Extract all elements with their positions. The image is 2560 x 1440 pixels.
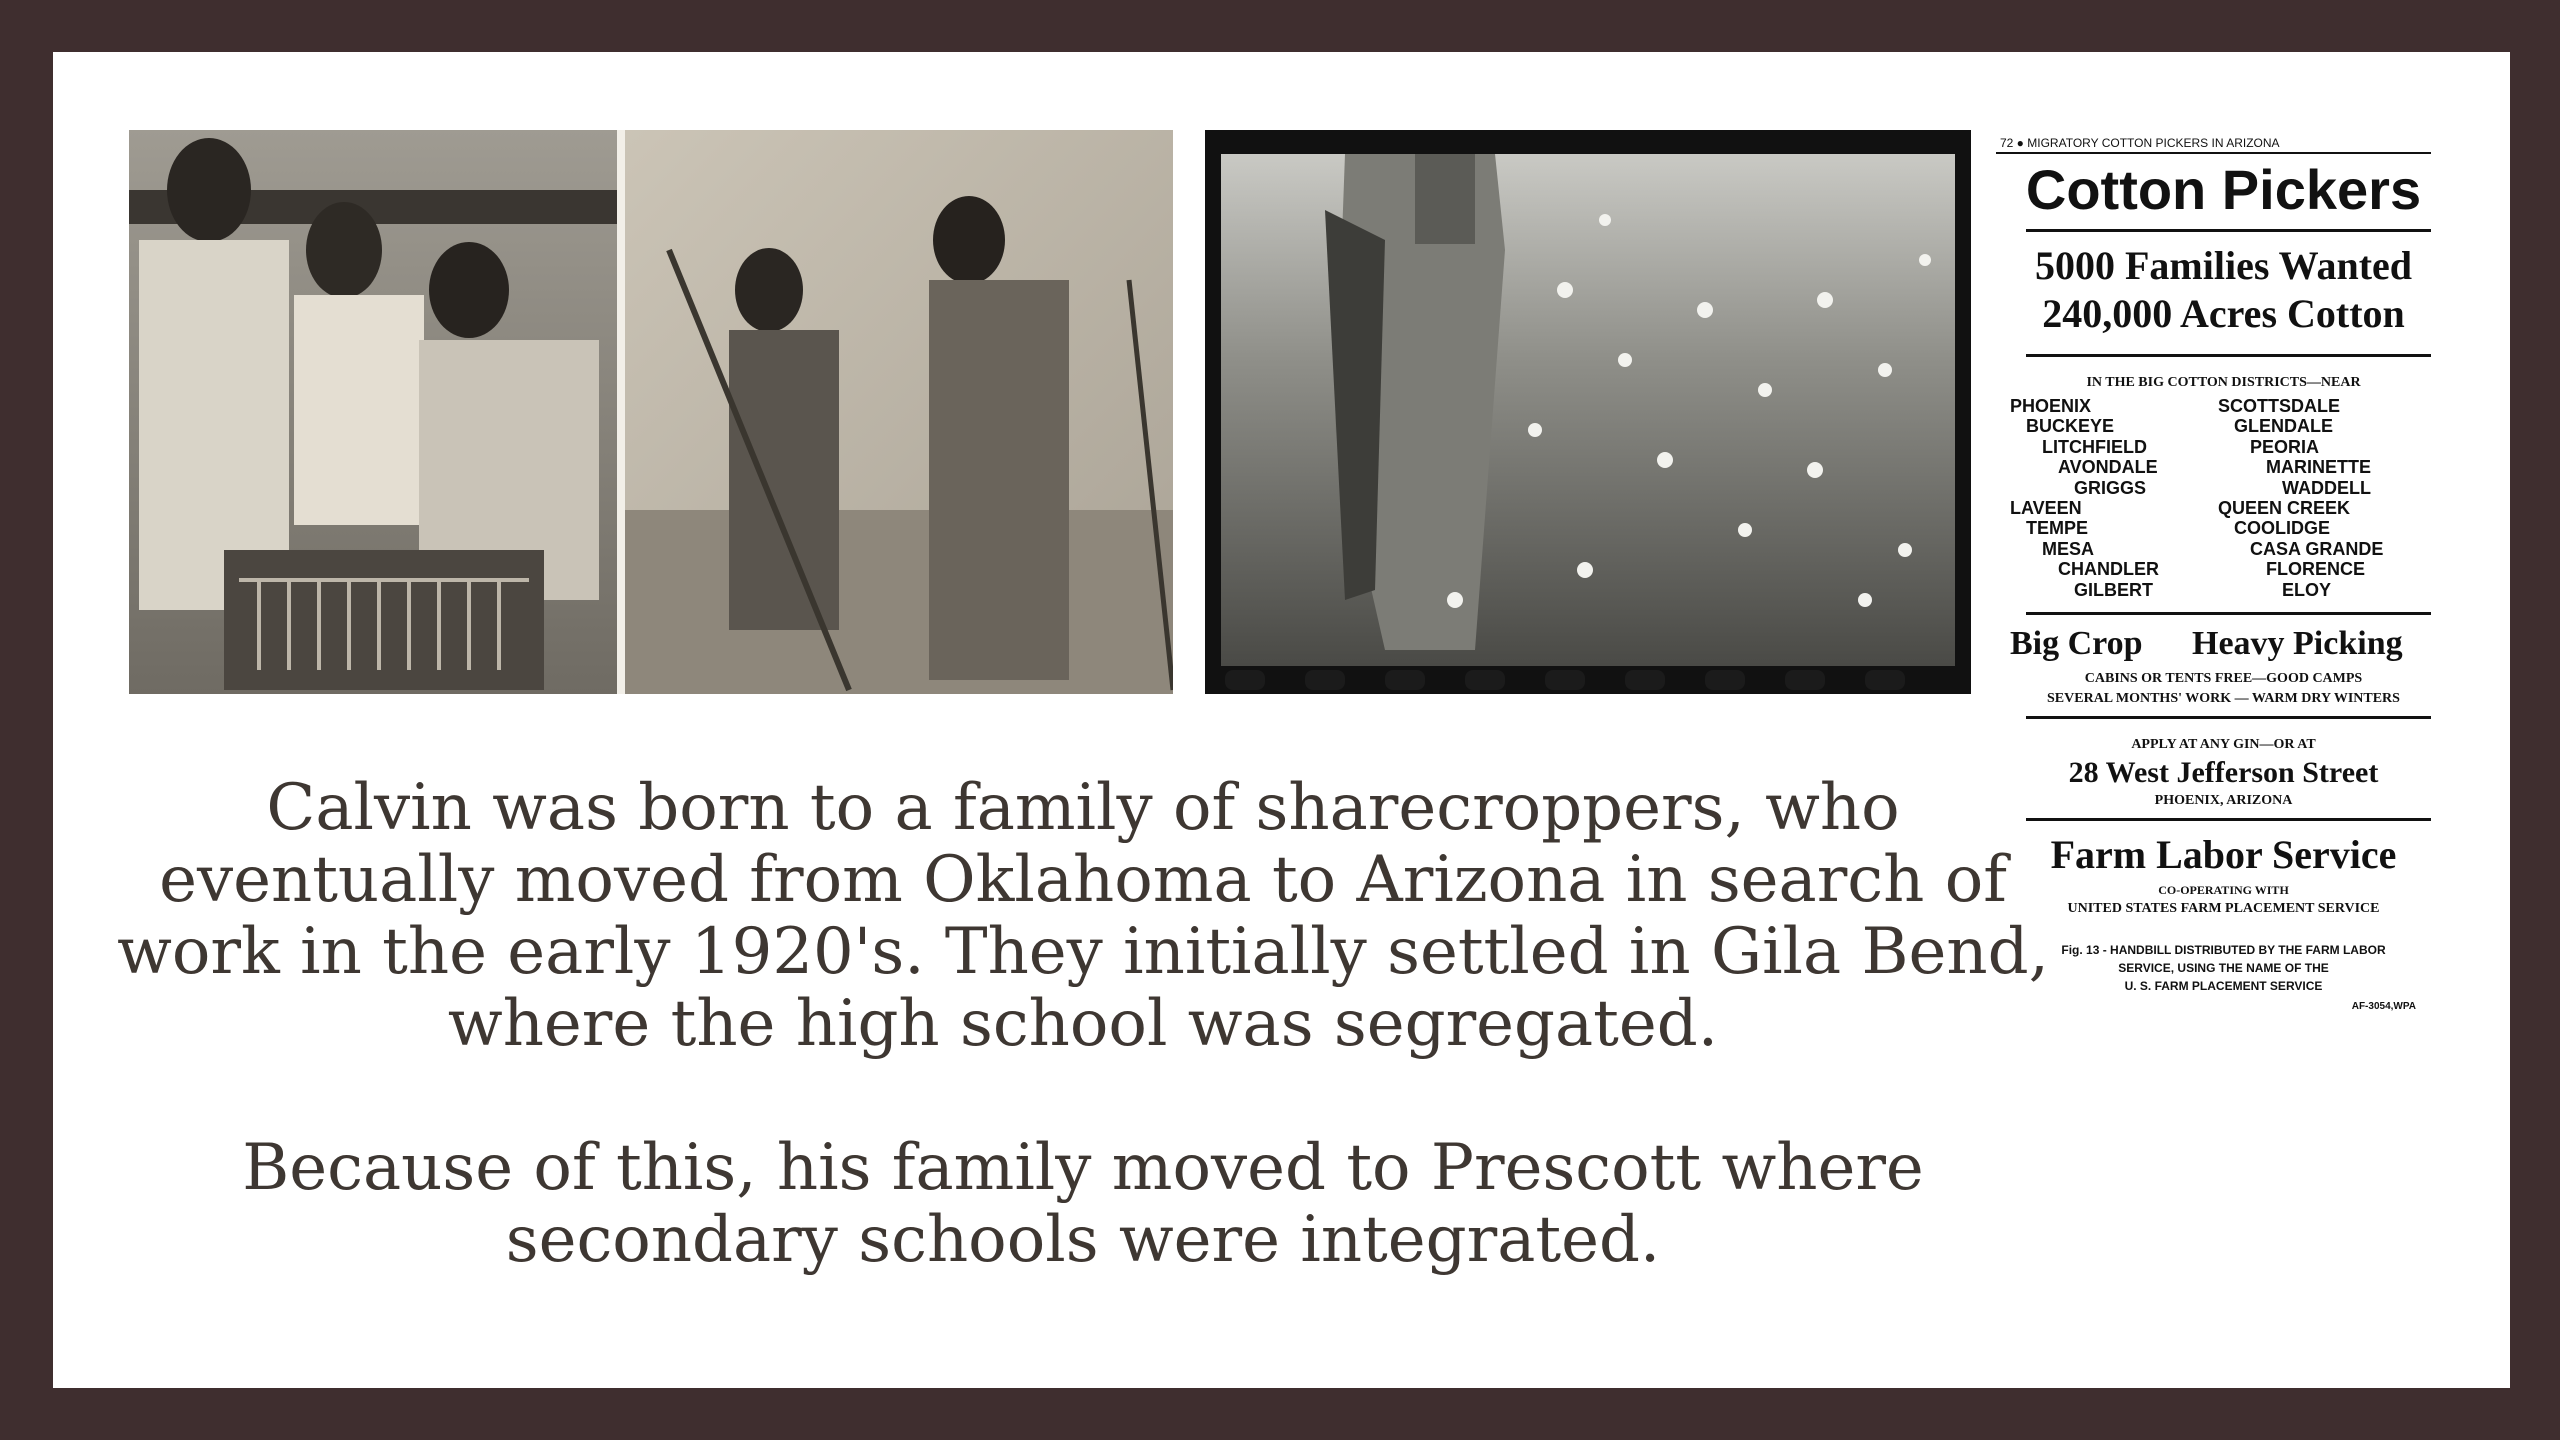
- town: SCOTTSDALE: [2218, 396, 2341, 416]
- towns-left: [2010, 396, 2159, 600]
- town: CHANDLER: [2058, 559, 2159, 580]
- handbill-families: 5000 Families Wanted: [2034, 243, 2413, 288]
- handbill-apply: APPLY AT ANY GIN—OR AT: [2131, 737, 2316, 752]
- town: PHOENIX: [2010, 396, 2092, 416]
- handbill-city: PHOENIX, ARIZONA: [2154, 793, 2293, 808]
- handbill-acres: 240,000 Acres Cotton: [2042, 291, 2405, 336]
- town: ELOY: [2282, 579, 2332, 600]
- town: GLENDALE: [2234, 416, 2333, 437]
- handbill-work: SEVERAL MONTHS' WORK — WARM DRY WINTERS: [2047, 691, 2400, 706]
- cotton-pickers-handbill: [1996, 130, 2431, 1030]
- town: BUCKEYE: [2026, 416, 2115, 437]
- town: LAVEEN: [2010, 498, 2082, 519]
- handbill-rule: [1996, 152, 2431, 154]
- town: PEORIA: [2250, 436, 2320, 457]
- handbill-rule: [2026, 612, 2431, 615]
- town: GRIGGS: [2074, 477, 2147, 498]
- handbill-rule: [2026, 229, 2431, 232]
- town: FLORENCE: [2266, 559, 2365, 580]
- handbill-address: 28 West Jefferson Street: [2068, 756, 2379, 789]
- handbill-header: 72 ● MIGRATORY COTTON PICKERS IN ARIZONA: [2000, 136, 2280, 150]
- handbill-service: Farm Labor Service: [2050, 832, 2397, 877]
- paragraph-2: Because of this, his family moved to Prescott where secondary schools were integrated.: [242, 1131, 1924, 1277]
- handbill-title: Cotton Pickers: [2025, 158, 2422, 221]
- handbill-districts-heading: IN THE BIG COTTON DISTRICTS—NEAR: [2086, 375, 2361, 390]
- slide: [53, 52, 2510, 1388]
- children-photo-image: [129, 130, 1173, 694]
- cotton-field-photo: [1205, 130, 1971, 694]
- handbill-rule: [2026, 354, 2431, 357]
- towns-right: [2218, 396, 2383, 600]
- handbill-rule: [2026, 818, 2431, 821]
- handbill-caption-line1: Fig. 13 - HANDBILL DISTRIBUTED BY THE FARM LABOR: [2061, 943, 2386, 957]
- main-text: [113, 772, 2053, 1276]
- town: LITCHFIELD: [2042, 436, 2147, 457]
- handbill-placement: UNITED STATES FARM PLACEMENT SERVICE: [2067, 901, 2380, 916]
- cotton-field-image: [1205, 130, 1971, 694]
- town: MARINETTE: [2266, 457, 2371, 478]
- town: COOLIDGE: [2234, 518, 2331, 539]
- town: AVONDALE: [2058, 457, 2158, 478]
- town: GILBERT: [2074, 579, 2153, 600]
- handbill-code: AF-3054,WPA: [2351, 1001, 2416, 1012]
- handbill-big-crop: Big Crop: [2010, 625, 2143, 662]
- town: QUEEN CREEK: [2218, 498, 2351, 519]
- children-photo: [129, 130, 1173, 694]
- town: CASA GRANDE: [2250, 538, 2384, 559]
- town: WADDELL: [2282, 477, 2371, 498]
- town: MESA: [2042, 538, 2095, 559]
- town: TEMPE: [2026, 518, 2089, 539]
- paragraph-1: Calvin was born to a family of sharecroppers, who eventually moved from Oklahoma to Arizona in search of work in the early 1920's. They initially settled in Gila Bend, where the high school was segregated.: [117, 771, 2049, 1061]
- handbill-cooperating: CO-OPERATING WITH: [2158, 883, 2289, 897]
- handbill-caption-line3: U. S. FARM PLACEMENT SERVICE: [2124, 979, 2323, 993]
- handbill-cabins: CABINS OR TENTS FREE—GOOD CAMPS: [2084, 671, 2363, 686]
- handbill-heavy-picking: Heavy Picking: [2192, 625, 2403, 662]
- handbill-caption-line2: SERVICE, USING THE NAME OF THE: [2118, 961, 2329, 975]
- handbill-rule: [2026, 716, 2431, 719]
